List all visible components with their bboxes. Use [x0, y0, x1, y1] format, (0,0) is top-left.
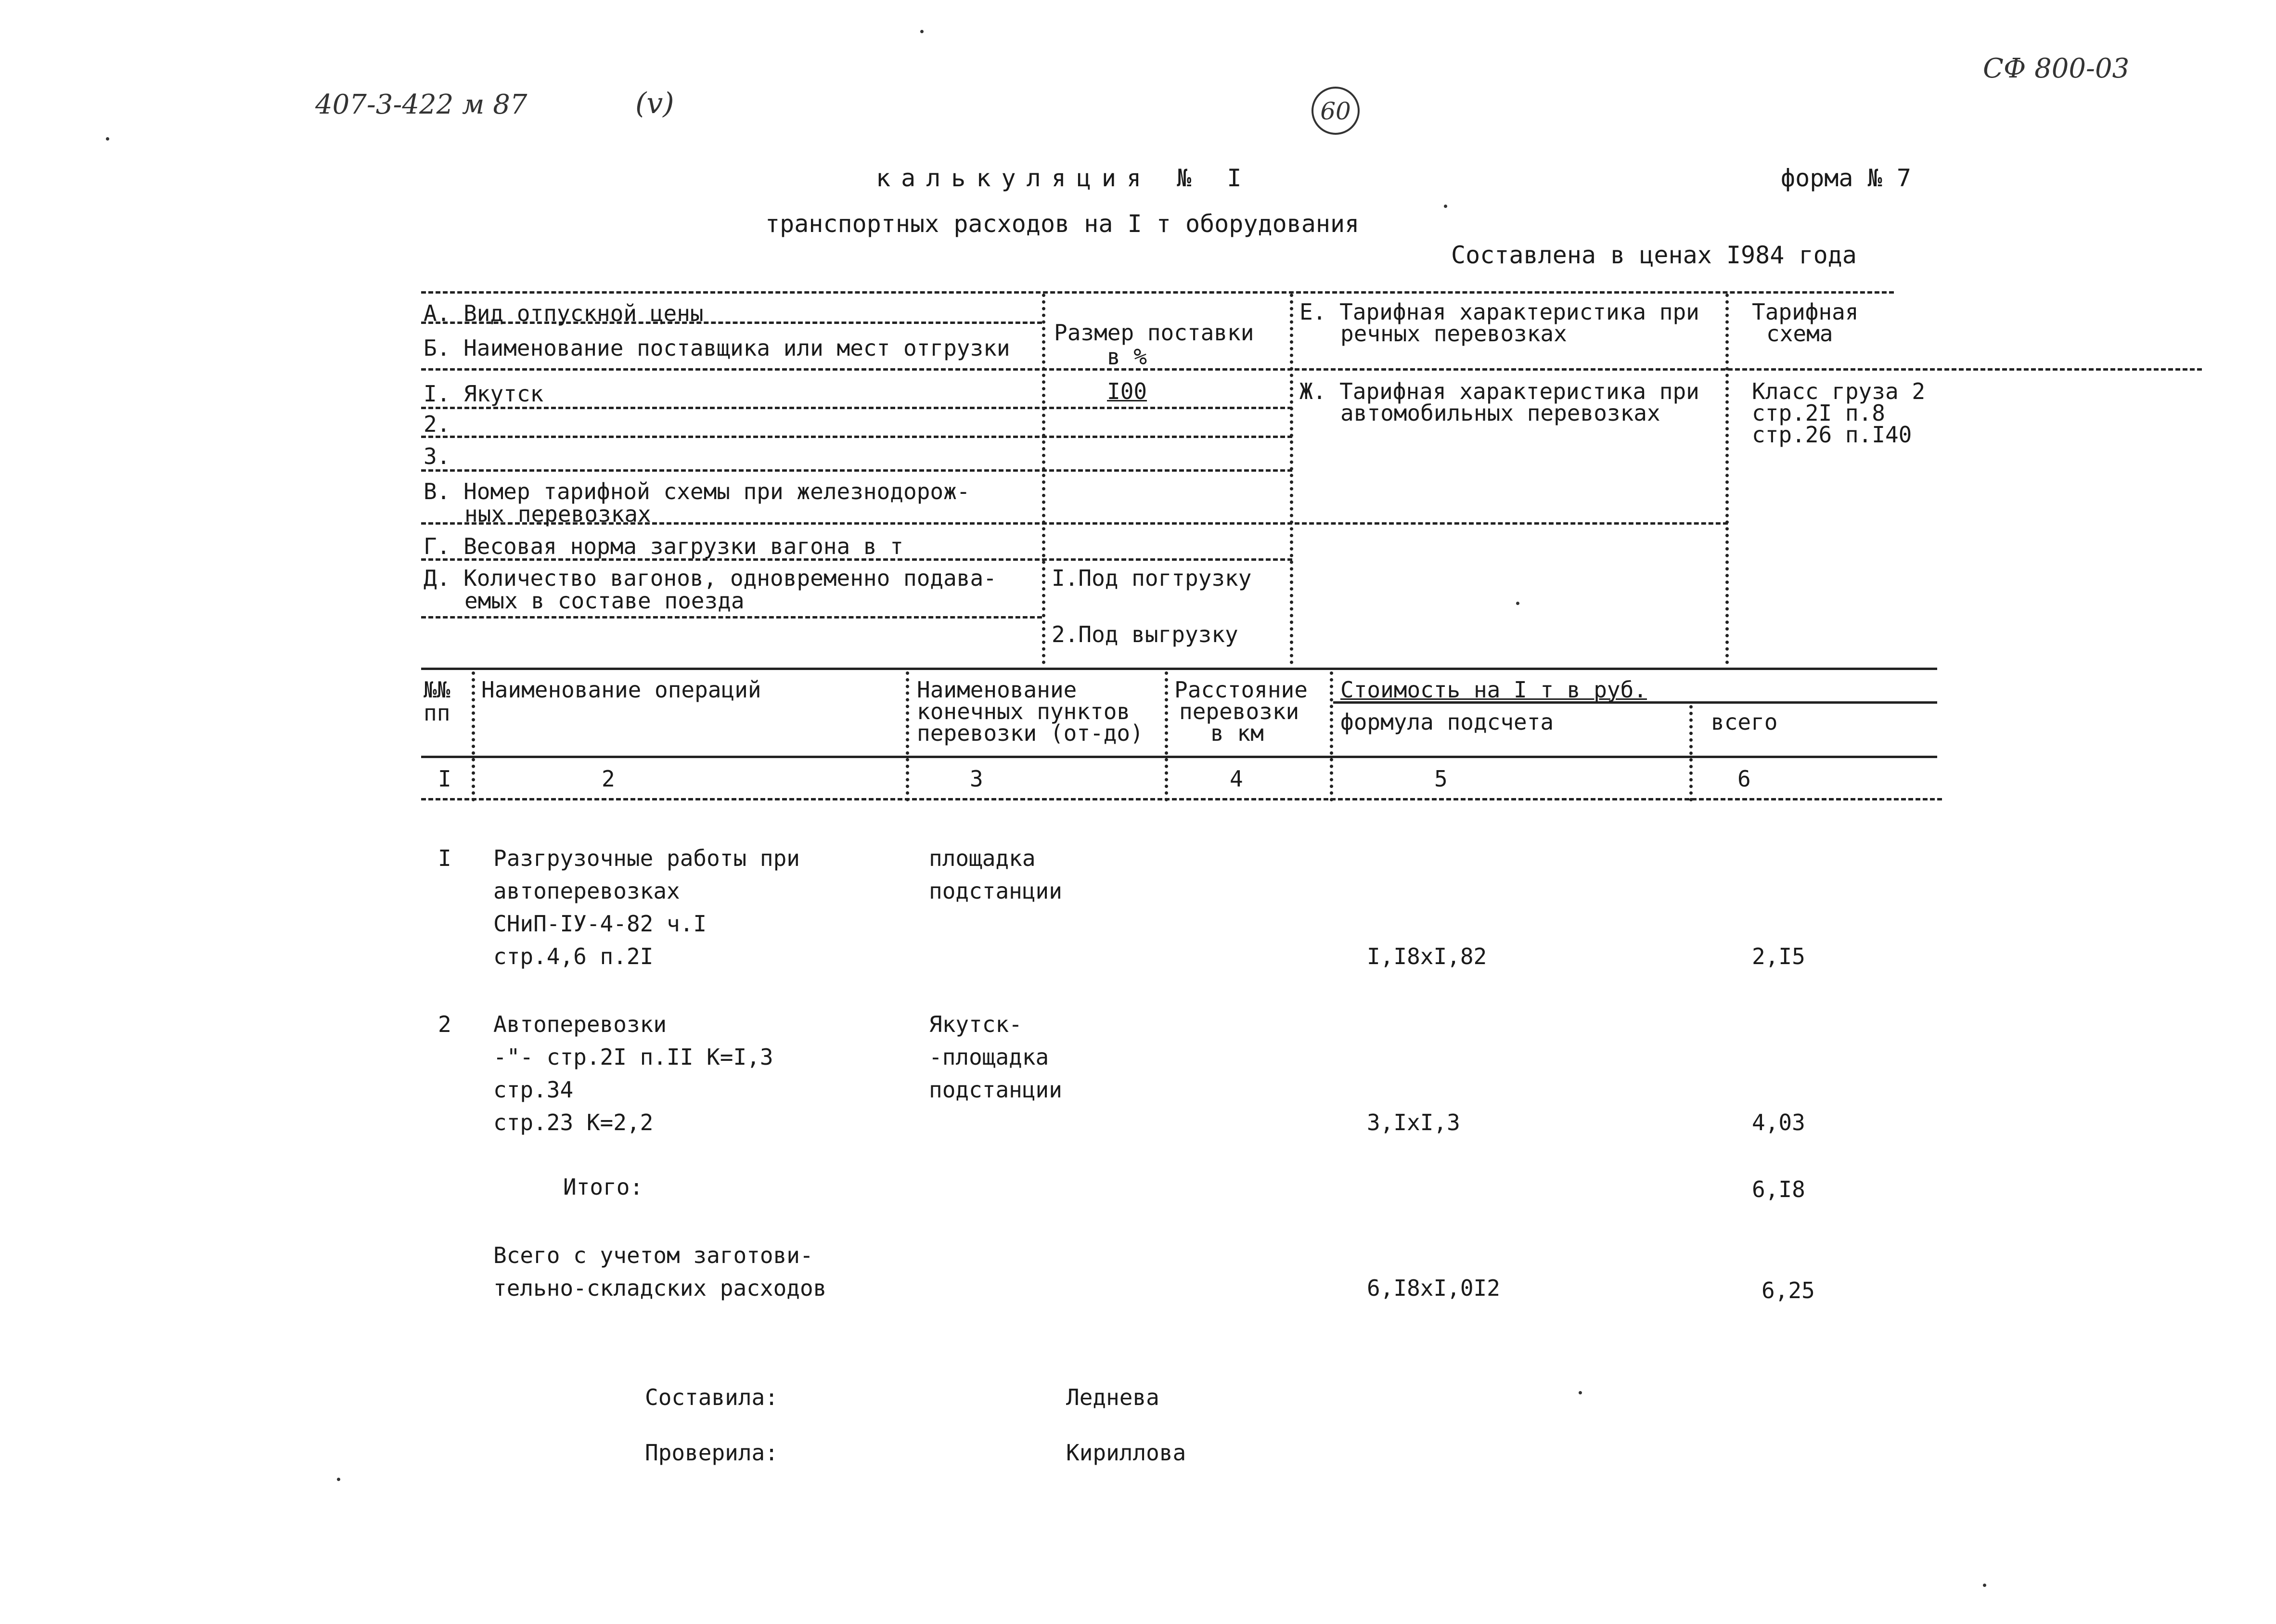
row-1-points-2: подстанции — [929, 878, 1062, 904]
info-vdiv-2 — [1290, 294, 1293, 664]
row-1-op-4: стр.4,6 п.2I — [493, 943, 654, 969]
scan-speck — [106, 137, 109, 141]
row-2-points-2: -площадка — [929, 1044, 1049, 1070]
label-zh-2: автомобильных перевозках — [1340, 400, 1660, 426]
row-2-op-1: Автоперевозки — [493, 1011, 667, 1037]
label-b: Б. Наименование поставщика или мест отгрузки — [424, 335, 1010, 361]
scheme-label-2: схема — [1766, 321, 1833, 347]
supplier-row-1-pct: I00 — [1107, 378, 1147, 404]
info-line-row1 — [421, 407, 1292, 409]
compiled-by-name: Леднева — [1066, 1384, 1159, 1410]
scan-speck — [1516, 602, 1519, 605]
col-number-2: 2 — [602, 766, 615, 792]
cargo-class-3: стр.26 п.I40 — [1752, 422, 1912, 448]
row-2-op-3: стр.34 — [493, 1077, 574, 1103]
row-2-points-3: подстанции — [929, 1077, 1062, 1103]
label-d-1: Д. Количество вагонов, одновременно подава- — [424, 565, 997, 591]
label-e-2: речных перевозках — [1340, 321, 1567, 347]
scan-speck — [920, 30, 924, 33]
info-line-row2 — [421, 436, 1292, 438]
cargo-class-1: Класс груза 2 — [1752, 378, 1926, 404]
scan-speck — [1579, 1391, 1582, 1394]
doc-code-handwritten: 407-3-422 м 87 — [315, 89, 527, 120]
label-zh-1: Ж. Тарифная характеристика при — [1299, 378, 1699, 404]
col-div-2 — [906, 671, 909, 801]
info-line-b — [421, 368, 2202, 371]
col-number-5: 5 — [1434, 766, 1448, 792]
label-a: А. Вид отпускной цены — [424, 300, 704, 326]
info-line-zh — [1295, 522, 1728, 525]
row-2-num: 2 — [438, 1011, 451, 1037]
row-1-op-1: Разгрузочные работы при — [493, 845, 800, 871]
stamp-code-handwritten: СФ 800-03 — [1983, 53, 2130, 84]
row-2-op-2: -"- стр.2I п.II К=I,3 — [493, 1044, 773, 1070]
grand-total-label-1: Всего с учетом заготови- — [493, 1242, 813, 1268]
info-vdiv-3 — [1725, 294, 1729, 664]
scan-speck — [337, 1478, 340, 1481]
col-number-3: 3 — [970, 766, 983, 792]
col-number-4: 4 — [1230, 766, 1243, 792]
row-2-op-4: стр.23 К=2,2 — [493, 1109, 654, 1135]
label-e-1: Е. Тарифная характеристика при — [1299, 299, 1699, 325]
subtotal-value: 6,I8 — [1752, 1176, 1805, 1202]
info-vdiv-1 — [1042, 294, 1045, 664]
row-1-op-2: автоперевозках — [493, 878, 680, 904]
label-d-2: емых в составе поезда — [464, 588, 745, 614]
info-line-row3 — [421, 469, 1292, 472]
size-label-1: Размер поставки — [1054, 320, 1254, 346]
header-points-3: перевозки (от-до) — [917, 720, 1144, 746]
scheme-label-1: Тарифная — [1752, 299, 1859, 325]
label-v-1: В. Номер тарифной схемы при железнодорож- — [424, 478, 970, 504]
row-1-formula: I,I8xI,82 — [1367, 943, 1487, 969]
calc-subtitle: транспортных расходов на I т оборудования — [765, 210, 1360, 238]
label-g: Г. Весовая норма загрузки вагона в т — [424, 533, 903, 559]
calc-title: калькуляция № I — [876, 164, 1252, 192]
header-distance-1: Расстояние — [1174, 677, 1308, 703]
load-label: I.Под погтрузку — [1052, 565, 1252, 591]
header-total: всего — [1711, 709, 1778, 735]
compiled-by-label: Составила: — [645, 1384, 778, 1410]
page-number: 60 — [1320, 97, 1351, 125]
header-distance-3: в км — [1210, 720, 1264, 746]
supplier-row-2: 2. — [424, 411, 450, 437]
table-top-line — [421, 668, 1937, 670]
col-numbers-line — [421, 798, 1942, 800]
supplier-row-1: I. Якутск — [424, 381, 544, 407]
grand-total-label-2: тельно-складских расходов — [493, 1275, 827, 1301]
col-number-1: I — [438, 766, 451, 792]
col-number-6: 6 — [1737, 766, 1751, 792]
cargo-class-2: стр.2I п.8 — [1752, 400, 1885, 426]
header-bottom-line — [421, 756, 1937, 758]
row-2-points-1: Якутск- — [929, 1011, 1022, 1037]
col-div-4 — [1330, 671, 1333, 801]
checked-by-label: Проверила: — [645, 1440, 778, 1466]
row-1-num: I — [438, 845, 451, 871]
row-1-total: 2,I5 — [1752, 943, 1805, 969]
row-2-total: 4,03 — [1752, 1109, 1805, 1135]
header-distance-2: перевозки — [1179, 698, 1299, 724]
col-div-1 — [472, 671, 475, 801]
size-label-2: в % — [1107, 344, 1147, 370]
col-div-5 — [1689, 705, 1693, 801]
grand-total-formula: 6,I8xI,0I2 — [1367, 1275, 1500, 1301]
header-num-2: пп — [424, 700, 450, 726]
prices-note: Составлена в ценах I984 года — [1451, 241, 1857, 269]
col-div-3 — [1165, 671, 1168, 801]
header-num-1: №№ — [424, 677, 450, 703]
row-1-op-3: СНиП-IУ-4-82 ч.I — [493, 911, 707, 937]
info-line-d — [421, 616, 1042, 619]
header-points-1: Наименование — [917, 677, 1077, 703]
header-cost: Стоимость на I т в руб. — [1340, 677, 1647, 703]
scan-speck — [1983, 1584, 1986, 1587]
scan-speck — [1444, 205, 1447, 208]
header-points-2: конечных пунктов — [917, 698, 1131, 724]
grand-total-value: 6,25 — [1762, 1277, 1815, 1303]
row-2-formula: 3,IxI,3 — [1367, 1109, 1460, 1135]
page-number-circle — [1312, 87, 1360, 135]
checked-by-name: Кириллова — [1066, 1440, 1186, 1466]
info-top-line — [421, 291, 1894, 294]
row-1-points-1: площадка — [929, 845, 1036, 871]
unload-label: 2.Под выгрузку — [1052, 621, 1238, 647]
label-v-2: ных перевозках — [464, 501, 651, 527]
subtotal-label: Итого: — [563, 1174, 643, 1200]
volume-mark-handwritten: (v) — [635, 87, 674, 120]
form-number: форма № 7 — [1781, 164, 1911, 192]
header-operation: Наименование операций — [481, 677, 761, 703]
supplier-row-3: 3. — [424, 443, 450, 469]
header-formula: формула подсчета — [1340, 709, 1554, 735]
